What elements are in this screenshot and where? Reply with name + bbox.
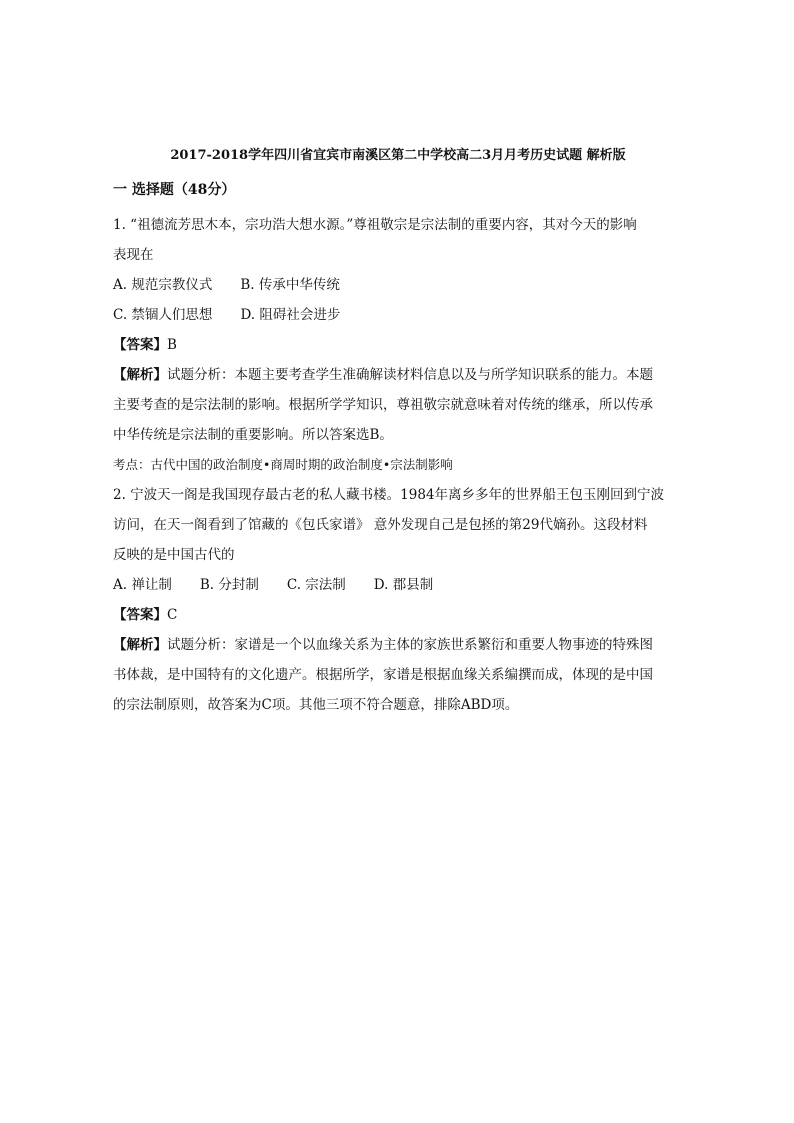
question-2-option-c: C. 宗法制 xyxy=(286,577,346,593)
question-2-option-a: A. 禅让制 xyxy=(113,577,172,593)
question-1-option-b: B. 传承中华传统 xyxy=(240,277,340,293)
question-1-options-row-2 xyxy=(113,300,683,330)
question-2-stem-line-3: 反映的是中国古代的 xyxy=(113,547,235,563)
question-2-analysis-line-1 xyxy=(113,630,683,660)
question-2-options-row-1 xyxy=(113,570,683,600)
question-1-option-d: D. 阻碍社会进步 xyxy=(240,307,341,323)
question-1-option-c: C. 禁锢人们思想 xyxy=(113,307,213,323)
analysis-text: 试题分析：家谱是一个以血缘关系为主体的家族世系繁衍和重要人物事迹的特殊图 xyxy=(167,637,653,653)
answer-label: 【答案】 xyxy=(113,607,167,623)
section-heading: 一 选择题（48分） xyxy=(113,182,236,198)
question-1-options-row-1 xyxy=(113,270,683,300)
question-1 xyxy=(113,210,683,480)
question-1-analysis-line-1 xyxy=(113,360,683,390)
analysis-text: 试题分析：本题主要考查学生准确解读材料信息以及与所学知识联系的能力。本题 xyxy=(167,367,653,383)
question-1-option-a: A. 规范宗教仪式 xyxy=(113,277,213,293)
question-2-option-d: D. 郡县制 xyxy=(373,577,434,593)
document-content xyxy=(113,146,683,720)
question-1-answer xyxy=(113,330,683,360)
question-2-stem-line-1: 2. 宁波天一阁是我国现存最古老的私人藏书楼。1984年离乡多年的世界船王包玉刚回到宁波 xyxy=(113,487,665,503)
question-2-answer xyxy=(113,600,683,630)
document-title: 2017-2018学年四川省宜宾市南溪区第二中学校高二3月月考历史试题 解析版 xyxy=(170,148,626,163)
answer-label: 【答案】 xyxy=(113,337,167,353)
question-2-option-b: B. 分封制 xyxy=(199,577,259,593)
analysis-label: 【解析】 xyxy=(113,637,167,653)
question-2 xyxy=(113,480,683,720)
question-1-stem-line-1: 1. “祖德流芳思木本，宗功浩大想水源。”尊祖敬宗是宗法制的重要内容，其对今天的影响 xyxy=(113,217,637,233)
question-1-kaodian: 考点：古代中国的政治制度•商周时期的政治制度•宗法制影响 xyxy=(113,457,453,472)
question-1-analysis-line-2: 主要考查的是宗法制的影响。根据所学学知识，尊祖敬宗就意味着对传统的继承，所以传承 xyxy=(113,397,653,413)
answer-value: C xyxy=(167,607,178,623)
question-1-stem-line-2: 表现在 xyxy=(113,247,154,263)
question-2-stem-line-2: 访问，在天一阁看到了馆藏的《包氏家谱》 意外发现自己是包拯的第29代嫡孙。这段材料 xyxy=(113,517,648,533)
question-2-analysis-line-3: 的宗法制原则，故答案为C项。其他三项不符合题意，排除ABD项。 xyxy=(113,697,519,713)
question-1-analysis-line-3: 中华传统是宗法制的重要影响。所以答案选B。 xyxy=(113,427,393,443)
question-2-analysis-line-2: 书体裁，是中国特有的文化遗产。根据所学，家谱是根据血缘关系编撰而成，体现的是中国 xyxy=(113,667,653,683)
analysis-label: 【解析】 xyxy=(113,367,167,383)
answer-value: B xyxy=(167,337,177,353)
